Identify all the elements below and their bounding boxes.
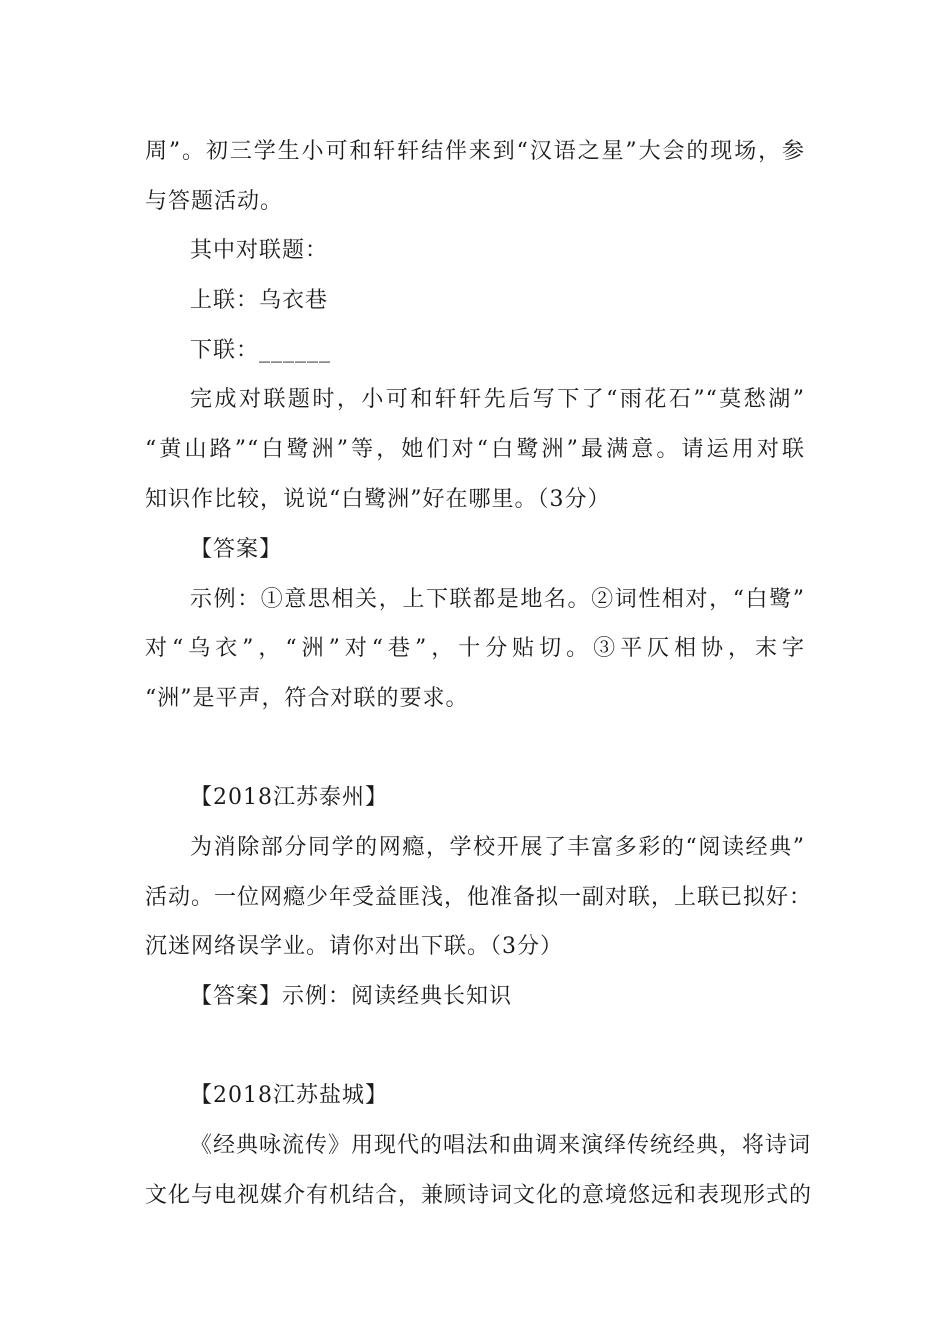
question-text-line: 活动。一位网瘾少年受益匪浅，他准备拟一副对联，上联已拟好： (145, 885, 813, 910)
question-text-line: “黄山路”“白鹭洲”等，她们对“白鹭洲”最满意。请运用对联 (145, 437, 805, 462)
question-text-line: 《经典咏流传》用现代的唱法和曲调来演绎传统经典，将诗词 (190, 1133, 812, 1158)
paragraph-line: 周”。初三学生小可和轩轩结伴来到“汉语之星”大会的现场，参 (145, 139, 805, 164)
question-text-line: 完成对联题时，小可和轩轩先后写下了“雨花石”“莫愁湖” (190, 387, 805, 412)
answer-text-line: 【答案】示例：阅读经典长知识 (190, 984, 513, 1009)
question-text-line: 知识作比较，说说“白鹭洲”好在哪里。（3分） (145, 487, 611, 512)
question-intro: 其中对联题： (190, 238, 329, 263)
paragraph-line: 与答题活动。 (145, 189, 284, 214)
question-text-line: 为消除部分同学的网瘾，学校开展了丰富多彩的“阅读经典” (190, 835, 805, 860)
answer-text-line: 对“乌衣”，“洲”对“巷”，十分贴切。③平仄相协，末字 (145, 636, 805, 661)
lower-couplet-blank: 下联：______ (190, 338, 332, 363)
upper-couplet: 上联：乌衣巷 (190, 288, 329, 313)
section-heading: 【2018江苏盐城】 (190, 1083, 388, 1108)
answer-text-line: “洲”是平声，符合对联的要求。 (145, 686, 469, 711)
answer-text-line: 示例：①意思相关，上下联都是地名。②词性相对，“白鹭” (190, 587, 805, 612)
section-heading: 【2018江苏泰州】 (190, 785, 388, 810)
answer-label: 【答案】 (190, 537, 283, 562)
question-text-line: 沉迷网络误学业。请你对出下联。（3分） (145, 934, 563, 959)
question-text-line: 文化与电视媒介有机结合，兼顾诗词文化的意境悠远和表现形式的 (145, 1183, 813, 1208)
